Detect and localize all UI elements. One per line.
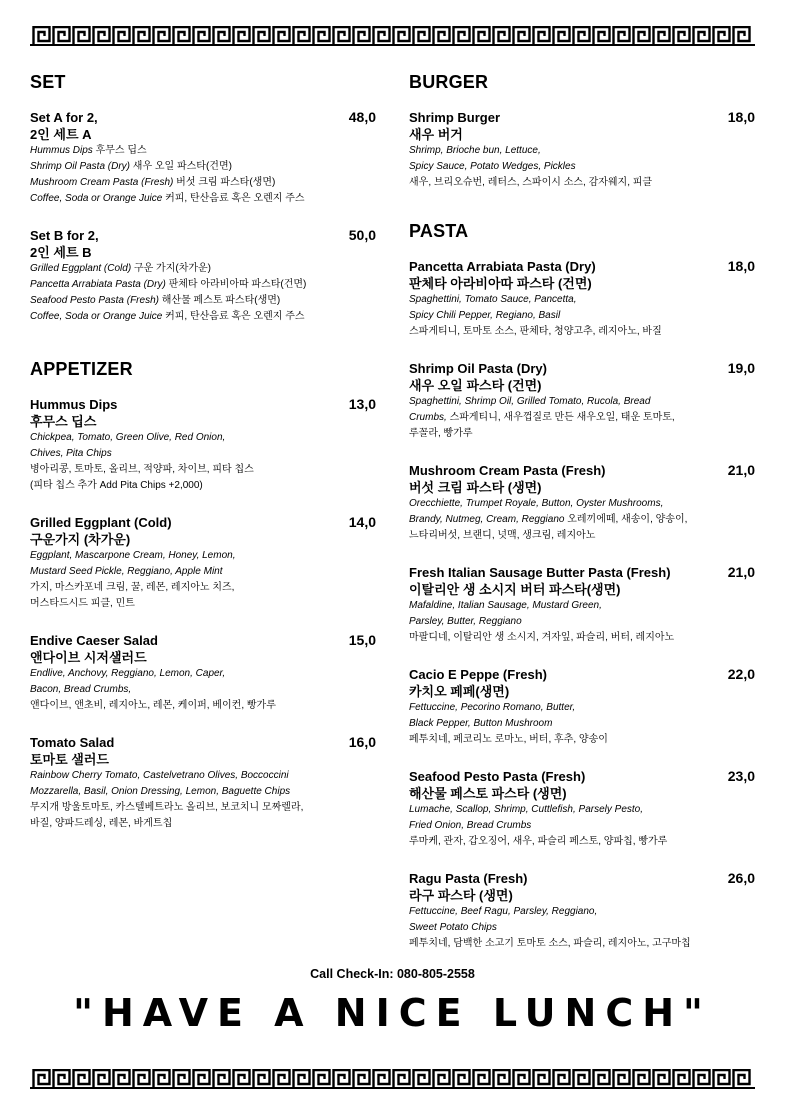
description-english: Spaghettini, Tomato Sauce, Pancetta, [409, 294, 577, 305]
menu-section-appetizer [30, 359, 376, 832]
menu-item-description-line [30, 784, 376, 800]
menu-item-description-line [409, 598, 755, 614]
description-korean: 바질, 양파드레싱, 레몬, 바게트칩 [30, 818, 173, 829]
menu-item-description-line [409, 802, 755, 818]
menu-item-description-line [30, 800, 376, 816]
menu-item-price: 13,0 [348, 396, 376, 412]
description-english: Black Pepper, Button Mushroom [409, 718, 553, 729]
description-korean: 오레끼에떼, 새송이, 양송이, [564, 514, 688, 525]
menu-item-description-line [30, 430, 376, 446]
menu-item-description-line [409, 834, 755, 850]
menu-item-description-line [409, 732, 755, 748]
menu-item-description-line [30, 548, 376, 564]
menu-item-description-line [30, 596, 376, 612]
menu-item-description-line [409, 410, 755, 426]
menu-item-price: 21,0 [727, 462, 755, 478]
description-korean: (피타 칩스 추가 Add Pita Chips +2,000) [30, 480, 203, 491]
description-english: Shrimp Oil Pasta (Dry) [30, 161, 131, 172]
description-korean: 커피, 탄산음료 혹은 오렌지 주스 [162, 193, 305, 204]
menu-item-description-line [30, 564, 376, 580]
menu-column-right [409, 72, 755, 972]
menu-item-grilled-eggplant-cold [30, 514, 376, 612]
menu-item-description-line [409, 920, 755, 936]
description-english: Coffee, Soda or Orange Juice [30, 311, 163, 322]
description-english: Fettuccine, Beef Ragu, Parsley, Reggiano, [409, 906, 598, 917]
description-korean: 구운 가지(차가운) [131, 263, 212, 274]
menu-item-price: 26,0 [727, 870, 755, 886]
description-english: Mustard Seed Pickle, Reggiano, Apple Mint [30, 566, 223, 577]
menu-item-description-line [409, 394, 755, 410]
description-english: Endlive, Anchovy, Reggiano, Lemon, Caper, [30, 668, 226, 679]
menu-item-description-line [409, 630, 755, 646]
menu-item-description-line [30, 478, 376, 494]
menu-item-description-line [30, 666, 376, 682]
menu-column-left [30, 72, 376, 852]
menu-item-description-line [409, 143, 755, 159]
menu-item-name: Set B for 2, [30, 228, 99, 243]
menu-item-name: Cacio E Peppe (Fresh) [409, 667, 547, 682]
section-title: PASTA [409, 221, 469, 241]
section-title: BURGER [409, 72, 489, 92]
menu-item-shrimp-burger [409, 109, 755, 191]
description-english: Lumache, Scallop, Shrimp, Cuttlefish, Parsely Pesto, [409, 804, 643, 815]
menu-item-name-korean: 앤다이브 시저샐러드 [30, 650, 147, 665]
description-korean: 새우 오일 파스타(건면) [130, 161, 232, 172]
menu-item-name: Grilled Eggplant (Cold) [30, 515, 172, 530]
description-english: Bacon, Bread Crumbs, [30, 684, 132, 695]
menu-item-description-line [409, 614, 755, 630]
description-korean: 루꼴라, 빵가루 [409, 428, 473, 439]
menu-item-name-korean: 판체타 아라비아따 파스타 (건면) [409, 276, 592, 291]
description-korean: 스파게티니, 토마토 소스, 판체타, 청양고추, 레지아노, 바질 [409, 326, 662, 337]
menu-item-name-korean: 카치오 페페(생면) [409, 684, 510, 699]
menu-item-name: Tomato Salad [30, 735, 115, 750]
menu-section-pasta [409, 221, 755, 952]
menu-item-description-line [30, 309, 376, 325]
menu-item-price: 18,0 [727, 109, 755, 125]
description-english: Spicy Chili Pepper, Regiano, Basil [409, 310, 561, 321]
menu-item-description-line [30, 580, 376, 596]
menu-section-set [30, 72, 376, 325]
call-check-in: Call Check-In: 080-805-2558 [310, 967, 475, 981]
section-title: APPETIZER [30, 359, 133, 379]
menu-item-endive-caeser-salad [30, 632, 376, 714]
menu-item-description-line [409, 936, 755, 952]
menu-item-description-line [30, 277, 376, 293]
description-korean: 해산물 페스토 파스타(생면) [158, 295, 281, 306]
description-korean: 마팔디네, 이탈리안 생 소시지, 겨자잎, 파슬리, 버터, 레지아노 [409, 632, 675, 643]
section-title: SET [30, 72, 66, 92]
description-english: Seafood Pesto Pasta (Fresh) [30, 295, 159, 306]
menu-item-name: Shrimp Oil Pasta (Dry) [409, 361, 547, 376]
menu-item-description-line [30, 682, 376, 698]
description-english: Grilled Eggplant (Cold) [30, 263, 132, 274]
description-english: Chives, Pita Chips [30, 448, 112, 459]
menu-item-name-korean: 2인 세트 A [30, 127, 92, 142]
menu-item-name: Hummus Dips [30, 397, 118, 412]
slogan: "HAVE A NICE LUNCH" [73, 991, 712, 1035]
menu-item-name-korean: 후무스 딥스 [30, 414, 97, 429]
menu-item-ragu-pasta-fresh [409, 870, 755, 952]
menu-item-name: Fresh Italian Sausage Butter Pasta (Fresh) [409, 565, 671, 580]
menu-item-description-line [409, 700, 755, 716]
menu-item-description-line [409, 716, 755, 732]
menu-item-description-line [409, 426, 755, 442]
description-korean: 앤다이브, 앤초비, 레지아노, 레몬, 케이퍼, 베이컨, 빵가루 [30, 700, 276, 711]
menu-item-description-line [409, 292, 755, 308]
greek-key-border-bottom [30, 1069, 755, 1089]
menu-item-name: Pancetta Arrabiata Pasta (Dry) [409, 259, 596, 274]
description-korean: 느타리버섯, 브랜디, 넛맥, 생크림, 레지아노 [409, 530, 596, 541]
description-korean: 병아리콩, 토마토, 올리브, 적양파, 차이브, 피타 칩스 [30, 464, 254, 475]
description-english: Coffee, Soda or Orange Juice [30, 193, 163, 204]
description-english: Mozzarella, Basil, Onion Dressing, Lemon, Baguette Chips [30, 786, 291, 797]
menu-item-description-line [30, 462, 376, 478]
menu-item-price: 19,0 [727, 360, 755, 376]
menu-item-name: Seafood Pesto Pasta (Fresh) [409, 769, 586, 784]
description-english: Spaghettini, Shrimp Oil, Grilled Tomato, Rucola, Bread [409, 396, 651, 407]
menu-item-description-line [409, 818, 755, 834]
menu-item-description-line [30, 261, 376, 277]
menu-item-name-korean: 구운가지 (차가운) [30, 532, 131, 547]
description-english: Eggplant, Mascarpone Cream, Honey, Lemon, [30, 550, 236, 561]
menu-item-name: Mushroom Cream Pasta (Fresh) [409, 463, 606, 478]
description-korean: 무지개 방울토마토, 카스텔베트라노 올리브, 보코치니 모짜렐라, [30, 802, 304, 813]
description-english: Sweet Potato Chips [409, 922, 497, 933]
description-english: Parsley, Butter, Reggiano [409, 616, 522, 627]
menu-item-name-korean: 라구 파스타 (생면) [409, 888, 513, 903]
menu-item-fresh-italian-sausage-butter-pasta-fresh [409, 564, 755, 646]
menu-section-burger [409, 72, 755, 191]
menu-item-name-korean: 버섯 크림 파스타 (생면) [409, 480, 542, 495]
menu-item-name-korean: 2인 세트 B [30, 245, 92, 260]
menu-item-name: Shrimp Burger [409, 110, 501, 125]
description-english: Pancetta Arrabiata Pasta (Dry) [30, 279, 166, 290]
description-english: Shrimp, Brioche bun, Lettuce, [409, 145, 541, 156]
menu-item-shrimp-oil-pasta-dry [409, 360, 755, 442]
description-english: Fettuccine, Pecorino Romano, Butter, [409, 702, 576, 713]
menu-item-name: Set A for 2, [30, 110, 98, 125]
menu-item-seafood-pesto-pasta-fresh [409, 768, 755, 850]
menu-item-description-line [30, 293, 376, 309]
description-english: Mafaldine, Italian Sausage, Mustard Green, [409, 600, 602, 611]
menu-item-tomato-salad [30, 734, 376, 832]
menu-item-name-korean: 해산물 페스토 파스타 (생면) [409, 786, 567, 801]
description-english: Brandy, Nutmeg, Cream, Reggiano [409, 514, 565, 525]
menu-item-price: 18,0 [727, 258, 755, 274]
menu-item-mushroom-cream-pasta-fresh [409, 462, 755, 544]
menu-item-description-line [30, 816, 376, 832]
description-korean: 버섯 크림 파스타(생면) [173, 177, 276, 188]
description-english: Chickpea, Tomato, Green Olive, Red Onion, [30, 432, 226, 443]
description-english: Fried Onion, Bread Crumbs [409, 820, 532, 831]
description-english: Spicy Sauce, Potato Wedges, Pickles [409, 161, 576, 172]
description-korean: 커피, 탄산음료 혹은 오렌지 주스 [162, 311, 305, 322]
menu-item-name-korean: 새우 오일 파스타 (건면) [409, 378, 542, 393]
menu-item-description-line [409, 308, 755, 324]
menu-item-price: 23,0 [727, 768, 755, 784]
menu-item-pancetta-arrabiata-pasta-dry [409, 258, 755, 340]
menu-item-price: 21,0 [727, 564, 755, 580]
greek-key-border-top [30, 26, 755, 46]
description-english: Orecchiette, Trumpet Royale, Button, Oyster Mushrooms, [409, 498, 664, 509]
menu-item-description-line [409, 159, 755, 175]
description-korean: 새우, 브리오슈번, 레터스, 스파이시 소스, 감자웨지, 피클 [409, 177, 653, 188]
description-korean: 가지, 마스카포네 크림, 꿀, 레몬, 레지아노 치즈, [30, 582, 235, 593]
description-english: Hummus Dips [30, 145, 93, 156]
menu-item-name-korean: 이탈리안 생 소시지 버터 파스타(생면) [409, 582, 621, 597]
description-korean: 후무스 딥스 [92, 145, 147, 156]
description-korean: 페투치네, 페코리노 로마노, 버터, 후추, 양송이 [409, 734, 608, 745]
description-english: Crumbs, [409, 412, 447, 423]
description-korean: 페투치네, 담백한 소고기 토마토 소스, 파슬리, 레지아노, 고구마칩 [409, 938, 691, 949]
menu-item-price: 50,0 [348, 227, 376, 243]
menu-item-description-line [30, 143, 376, 159]
description-english: Mushroom Cream Pasta (Fresh) [30, 177, 174, 188]
menu-item-description-line [409, 175, 755, 191]
menu-item-description-line [30, 191, 376, 207]
menu-item-description-line [409, 512, 755, 528]
menu-item-hummus-dips [30, 396, 376, 494]
menu-item-set-a-for-2 [30, 109, 376, 207]
menu-item-description-line [409, 324, 755, 340]
menu-item-cacio-e-peppe-fresh [409, 666, 755, 748]
menu-item-description-line [30, 446, 376, 462]
menu-item-name: Endive Caeser Salad [30, 633, 158, 648]
menu-item-price: 22,0 [727, 666, 755, 682]
menu-item-name: Ragu Pasta (Fresh) [409, 871, 528, 886]
description-korean: 판체타 아라비아따 파스타(건면) [165, 279, 307, 290]
description-korean: 루마케, 관자, 갑오징어, 새우, 파슬리 페스토, 양파칩, 빵가루 [409, 836, 668, 847]
menu-item-price: 15,0 [348, 632, 376, 648]
menu-item-description-line [30, 175, 376, 191]
menu-item-description-line [409, 904, 755, 920]
description-korean: 머스타드시드 피클, 민트 [30, 598, 135, 609]
menu-item-description-line [409, 528, 755, 544]
menu-item-description-line [30, 768, 376, 784]
menu-item-name-korean: 토마토 샐러드 [30, 752, 109, 767]
menu-item-price: 16,0 [348, 734, 376, 750]
menu-item-set-b-for-2 [30, 227, 376, 325]
menu-item-name-korean: 새우 버거 [409, 127, 463, 142]
menu-item-description-line [409, 496, 755, 512]
menu-item-description-line [30, 159, 376, 175]
menu-item-price: 48,0 [348, 109, 376, 125]
description-english: Rainbow Cherry Tomato, Castelvetrano Olives, Boccoccini [30, 770, 289, 781]
menu-item-price: 14,0 [348, 514, 376, 530]
description-korean: 스파게티니, 새우껍질로 만든 새우오일, 태운 토마토, [446, 412, 675, 423]
menu-item-description-line [30, 698, 376, 714]
